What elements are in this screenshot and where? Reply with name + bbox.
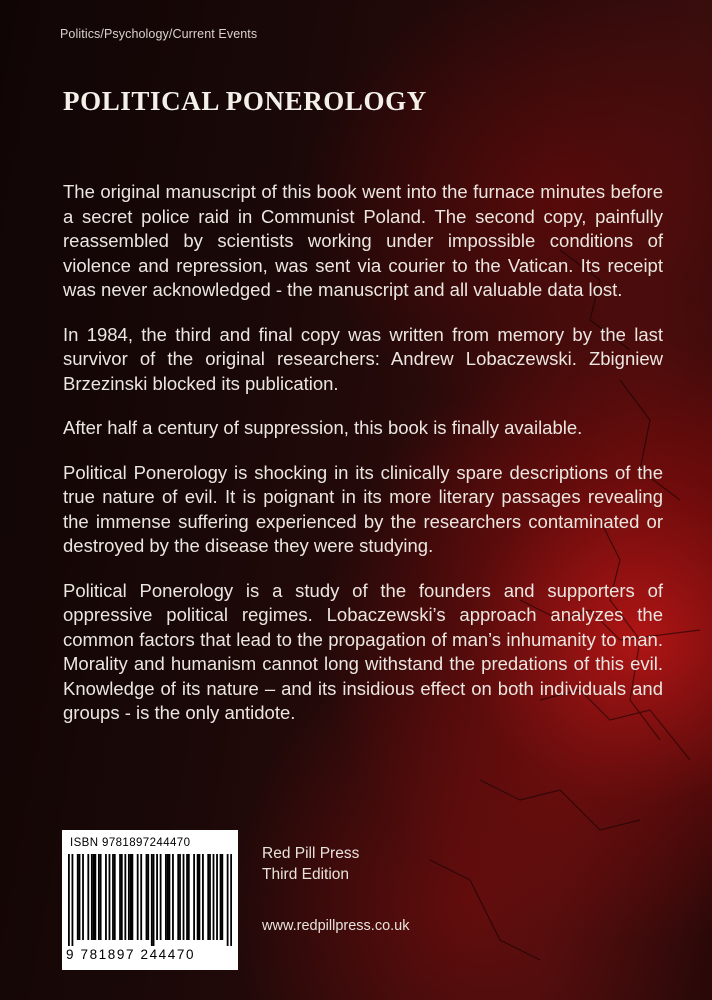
barcode-digits: 9 781897 244470: [66, 947, 196, 962]
barcode-bars: [68, 854, 232, 946]
blurb-paragraph: Political Ponerology is a study of the founders and supporters of oppressive political regimes. Lobaczewski’s approach analyzes the common factors that lead to the propagation of man’s inhumanity to man. Morality and humanism cannot long withstand the predations of this evil. Knowledge of its nature – and its insidious effect on both individuals and groups - is the only antidote.: [63, 579, 663, 723]
publisher-website: www.redpillpress.co.uk: [262, 918, 410, 934]
isbn-barcode: [62, 830, 238, 970]
blurb-paragraph: In 1984, the third and final copy was written from memory by the last survivor of the original researchers: Andrew Lobaczewski. Zbigniew Brzezinski blocked its publication.: [63, 323, 663, 394]
edition-label: Third Edition: [262, 866, 350, 883]
book-title: POLITICAL PONEROLOGY: [63, 86, 427, 116]
publisher-info: [262, 843, 359, 885]
blurb: [63, 180, 663, 746]
isbn-label: ISBN 9781897244470: [70, 837, 191, 849]
publisher-name: Red Pill Press: [262, 845, 360, 862]
blurb-paragraph: After half a century of suppression, this book is finally available.: [63, 417, 583, 438]
blurb-paragraph: Political Ponerology is shocking in its clinically spare descriptions of the true nature of evil. It is poignant in its more literary passages revealing the immense suffering experienced by the researchers contaminated or destroyed by the disease they were studying.: [63, 461, 663, 556]
blurb-paragraph: The original manuscript of this book went into the furnace minutes before a secret police raid in Communist Poland. The second copy, painfully reassembled by scientists working under impossible conditions of violence and repression, was sent via courier to the Vatican. Its receipt was never acknowledged - the manuscript and all valuable data lost.: [63, 181, 663, 300]
category-label: Politics/Psychology/Current Events: [60, 27, 258, 41]
